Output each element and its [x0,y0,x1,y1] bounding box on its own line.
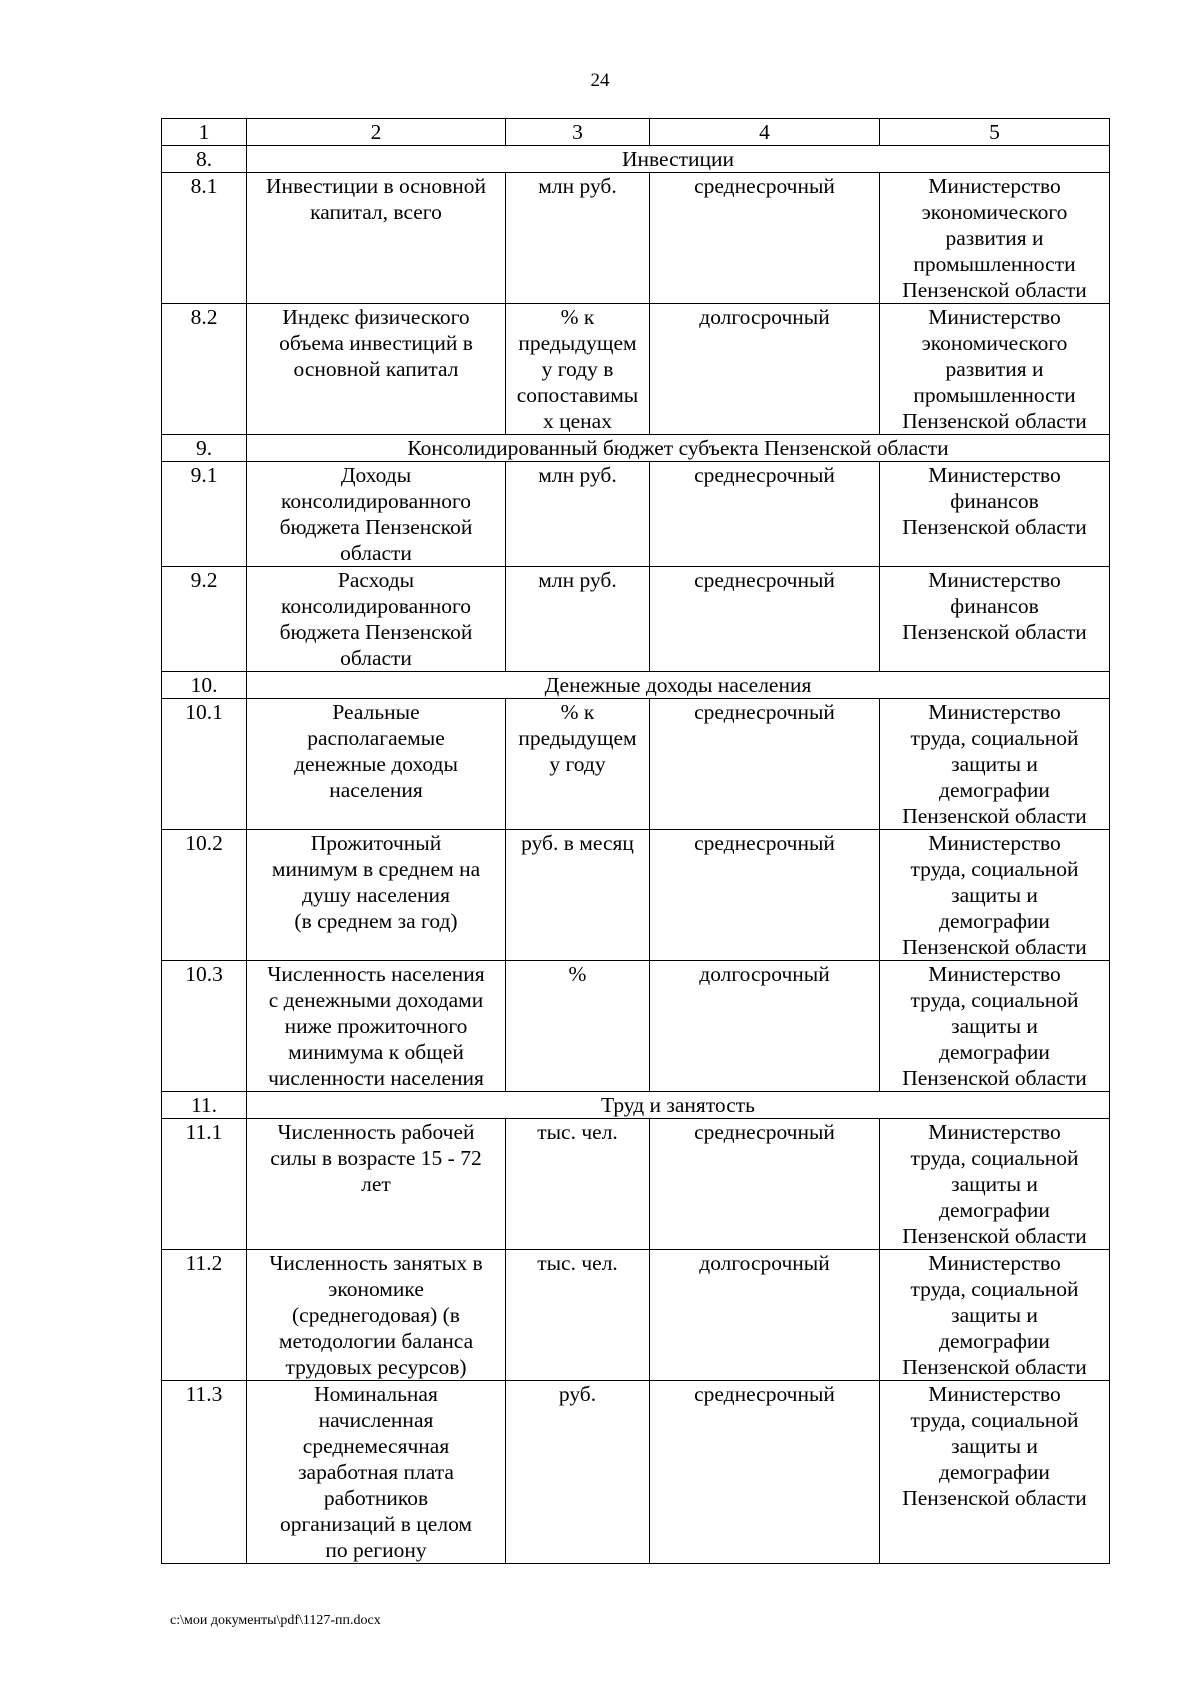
indicator-name [247,699,506,830]
unit-of-measure-text: руб. [558,1382,597,1406]
unit-of-measure-text: % к предыдущем у году в сопоставимы х ценах [516,305,639,433]
responsible-organization-text: Министерство труда, социальной защиты и демографии Пензенской области [902,1120,1087,1248]
indicator-name [247,961,506,1092]
unit-of-measure [506,304,650,435]
forecast-term [650,304,880,435]
responsible-organization [880,173,1110,304]
unit-of-measure [506,567,650,672]
row-number-text: 11.2 [185,1251,223,1275]
section-row [162,1092,1110,1119]
responsible-organization [880,567,1110,672]
responsible-organization-text: Министерство труда, социальной защиты и демографии Пензенской области [902,1382,1087,1510]
responsible-organization [880,1119,1110,1250]
responsible-organization [880,830,1110,961]
forecast-term-text: долгосрочный [699,962,830,986]
table-body [162,119,1110,1564]
row-number [162,567,247,672]
unit-of-measure [506,1381,650,1564]
header-cell-4: 4 [650,119,880,146]
file-path-footer: c:\мои документы\pdf\1127-пп.docx [170,1613,381,1628]
forecast-term [650,961,880,1092]
section-number: 10. [162,672,247,699]
forecast-term [650,1381,880,1564]
section-title: Инвестиции [247,146,1110,173]
indicator-name [247,1381,506,1564]
responsible-organization [880,699,1110,830]
indicator-name [247,830,506,961]
indicator-name [247,567,506,672]
indicator-name-text: Реальные располагаемые денежные доходы населения [294,700,458,802]
indicator-name-text: Численность рабочей силы в возрасте 15 - 72 лет [270,1120,482,1196]
indicators-table [161,118,1110,1564]
unit-of-measure-text: млн руб. [538,568,617,592]
section-number: 8. [162,146,247,173]
indicator-name-text: Численность занятых в экономике (среднегодовая) (в методологии баланса трудовых ресурсов) [269,1251,483,1379]
responsible-organization [880,1381,1110,1564]
forecast-term [650,1250,880,1381]
section-number: 9. [162,435,247,462]
section-row [162,435,1110,462]
indicator-name-text: Доходы консолидированного бюджета Пензенской области [279,463,473,565]
table-row [162,1119,1110,1250]
header-cell-3: 3 [506,119,650,146]
unit-of-measure-text: тыс. чел. [537,1120,618,1144]
indicator-name-text: Инвестиции в основной капитал, всего [266,174,486,224]
table-row [162,830,1110,961]
forecast-term-text: среднесрочный [694,700,835,724]
row-number-text: 8.2 [190,305,218,329]
row-number-text: 10.2 [185,831,223,855]
responsible-organization-text: Министерство финансов Пензенской области [902,568,1087,644]
responsible-organization [880,304,1110,435]
unit-of-measure-text: тыс. чел. [537,1251,618,1275]
row-number [162,1119,247,1250]
indicator-name-text: Индекс физического объема инвестиций в основной капитал [279,305,473,381]
table-header-row [162,119,1110,146]
forecast-term [650,462,880,567]
responsible-organization-text: Министерство труда, социальной защиты и демографии Пензенской области [902,831,1087,959]
unit-of-measure-text: млн руб. [538,463,617,487]
section-title: Денежные доходы населения [247,672,1110,699]
indicator-name-text: Номинальная начисленная среднемесячная заработная плата работников организаций в целом по региону [279,1382,473,1562]
responsible-organization-text: Министерство труда, социальной защиты и демографии Пензенской области [902,962,1087,1090]
indicator-name-text: Расходы консолидированного бюджета Пензенской области [279,568,473,670]
row-number [162,961,247,1092]
row-number-text: 10.3 [185,962,223,986]
table-row [162,1381,1110,1564]
section-row [162,672,1110,699]
section-row [162,146,1110,173]
forecast-term [650,173,880,304]
unit-of-measure-text: % к предыдущем у году [518,700,637,776]
unit-of-measure-text: млн руб. [538,174,617,198]
forecast-term [650,567,880,672]
unit-of-measure-text: % [568,962,587,986]
table-row [162,567,1110,672]
row-number-text: 10.1 [185,700,223,724]
row-number [162,173,247,304]
row-number [162,699,247,830]
table-row [162,1250,1110,1381]
header-cell-1: 1 [162,119,247,146]
table-row [162,462,1110,567]
row-number [162,304,247,435]
forecast-term-text: долгосрочный [699,1251,830,1275]
header-cell-2: 2 [247,119,506,146]
forecast-term-text: среднесрочный [694,1120,835,1144]
row-number-text: 9.2 [190,568,218,592]
row-number-text: 11.1 [185,1120,223,1144]
row-number [162,830,247,961]
responsible-organization [880,1250,1110,1381]
table-row [162,304,1110,435]
responsible-organization [880,462,1110,567]
row-number [162,1381,247,1564]
table-row [162,699,1110,830]
unit-of-measure [506,1119,650,1250]
responsible-organization-text: Министерство труда, социальной защиты и демографии Пензенской области [902,1251,1087,1379]
responsible-organization-text: Министерство труда, социальной защиты и демографии Пензенской области [902,700,1087,828]
forecast-term-text: среднесрочный [694,568,835,592]
responsible-organization-text: Министерство экономического развития и промышленности Пензенской области [902,174,1087,302]
table-row [162,173,1110,304]
forecast-term-text: среднесрочный [694,463,835,487]
row-number [162,462,247,567]
page-number: 24 [590,70,610,91]
unit-of-measure [506,462,650,567]
forecast-term-text: среднесрочный [694,174,835,198]
row-number-text: 9.1 [190,463,218,487]
section-title: Труд и занятость [247,1092,1110,1119]
unit-of-measure [506,961,650,1092]
unit-of-measure [506,173,650,304]
indicator-name [247,173,506,304]
responsible-organization [880,961,1110,1092]
unit-of-measure [506,830,650,961]
forecast-term-text: среднесрочный [694,1382,835,1406]
forecast-term-text: долгосрочный [699,305,830,329]
unit-of-measure [506,699,650,830]
indicator-name [247,304,506,435]
header-cell-5: 5 [880,119,1110,146]
forecast-term-text: среднесрочный [694,831,835,855]
unit-of-measure-text: руб. в месяц [521,831,634,855]
section-title: Консолидированный бюджет субъекта Пензенской области [247,435,1110,462]
row-number-text: 8.1 [190,174,218,198]
responsible-organization-text: Министерство финансов Пензенской области [902,463,1087,539]
table-row [162,961,1110,1092]
indicator-name-text: Численность населения с денежными доходами ниже прожиточного минимума к общей численности населения [267,962,485,1090]
indicator-name [247,1250,506,1381]
unit-of-measure [506,1250,650,1381]
section-number: 11. [162,1092,247,1119]
row-number [162,1250,247,1381]
indicator-name [247,1119,506,1250]
forecast-term [650,699,880,830]
indicator-name-text: Прожиточный минимум в среднем на душу населения (в среднем за год) [271,831,481,933]
forecast-term [650,830,880,961]
forecast-term [650,1119,880,1250]
indicator-name [247,462,506,567]
row-number-text: 11.3 [185,1382,223,1406]
responsible-organization-text: Министерство экономического развития и промышленности Пензенской области [902,305,1087,433]
